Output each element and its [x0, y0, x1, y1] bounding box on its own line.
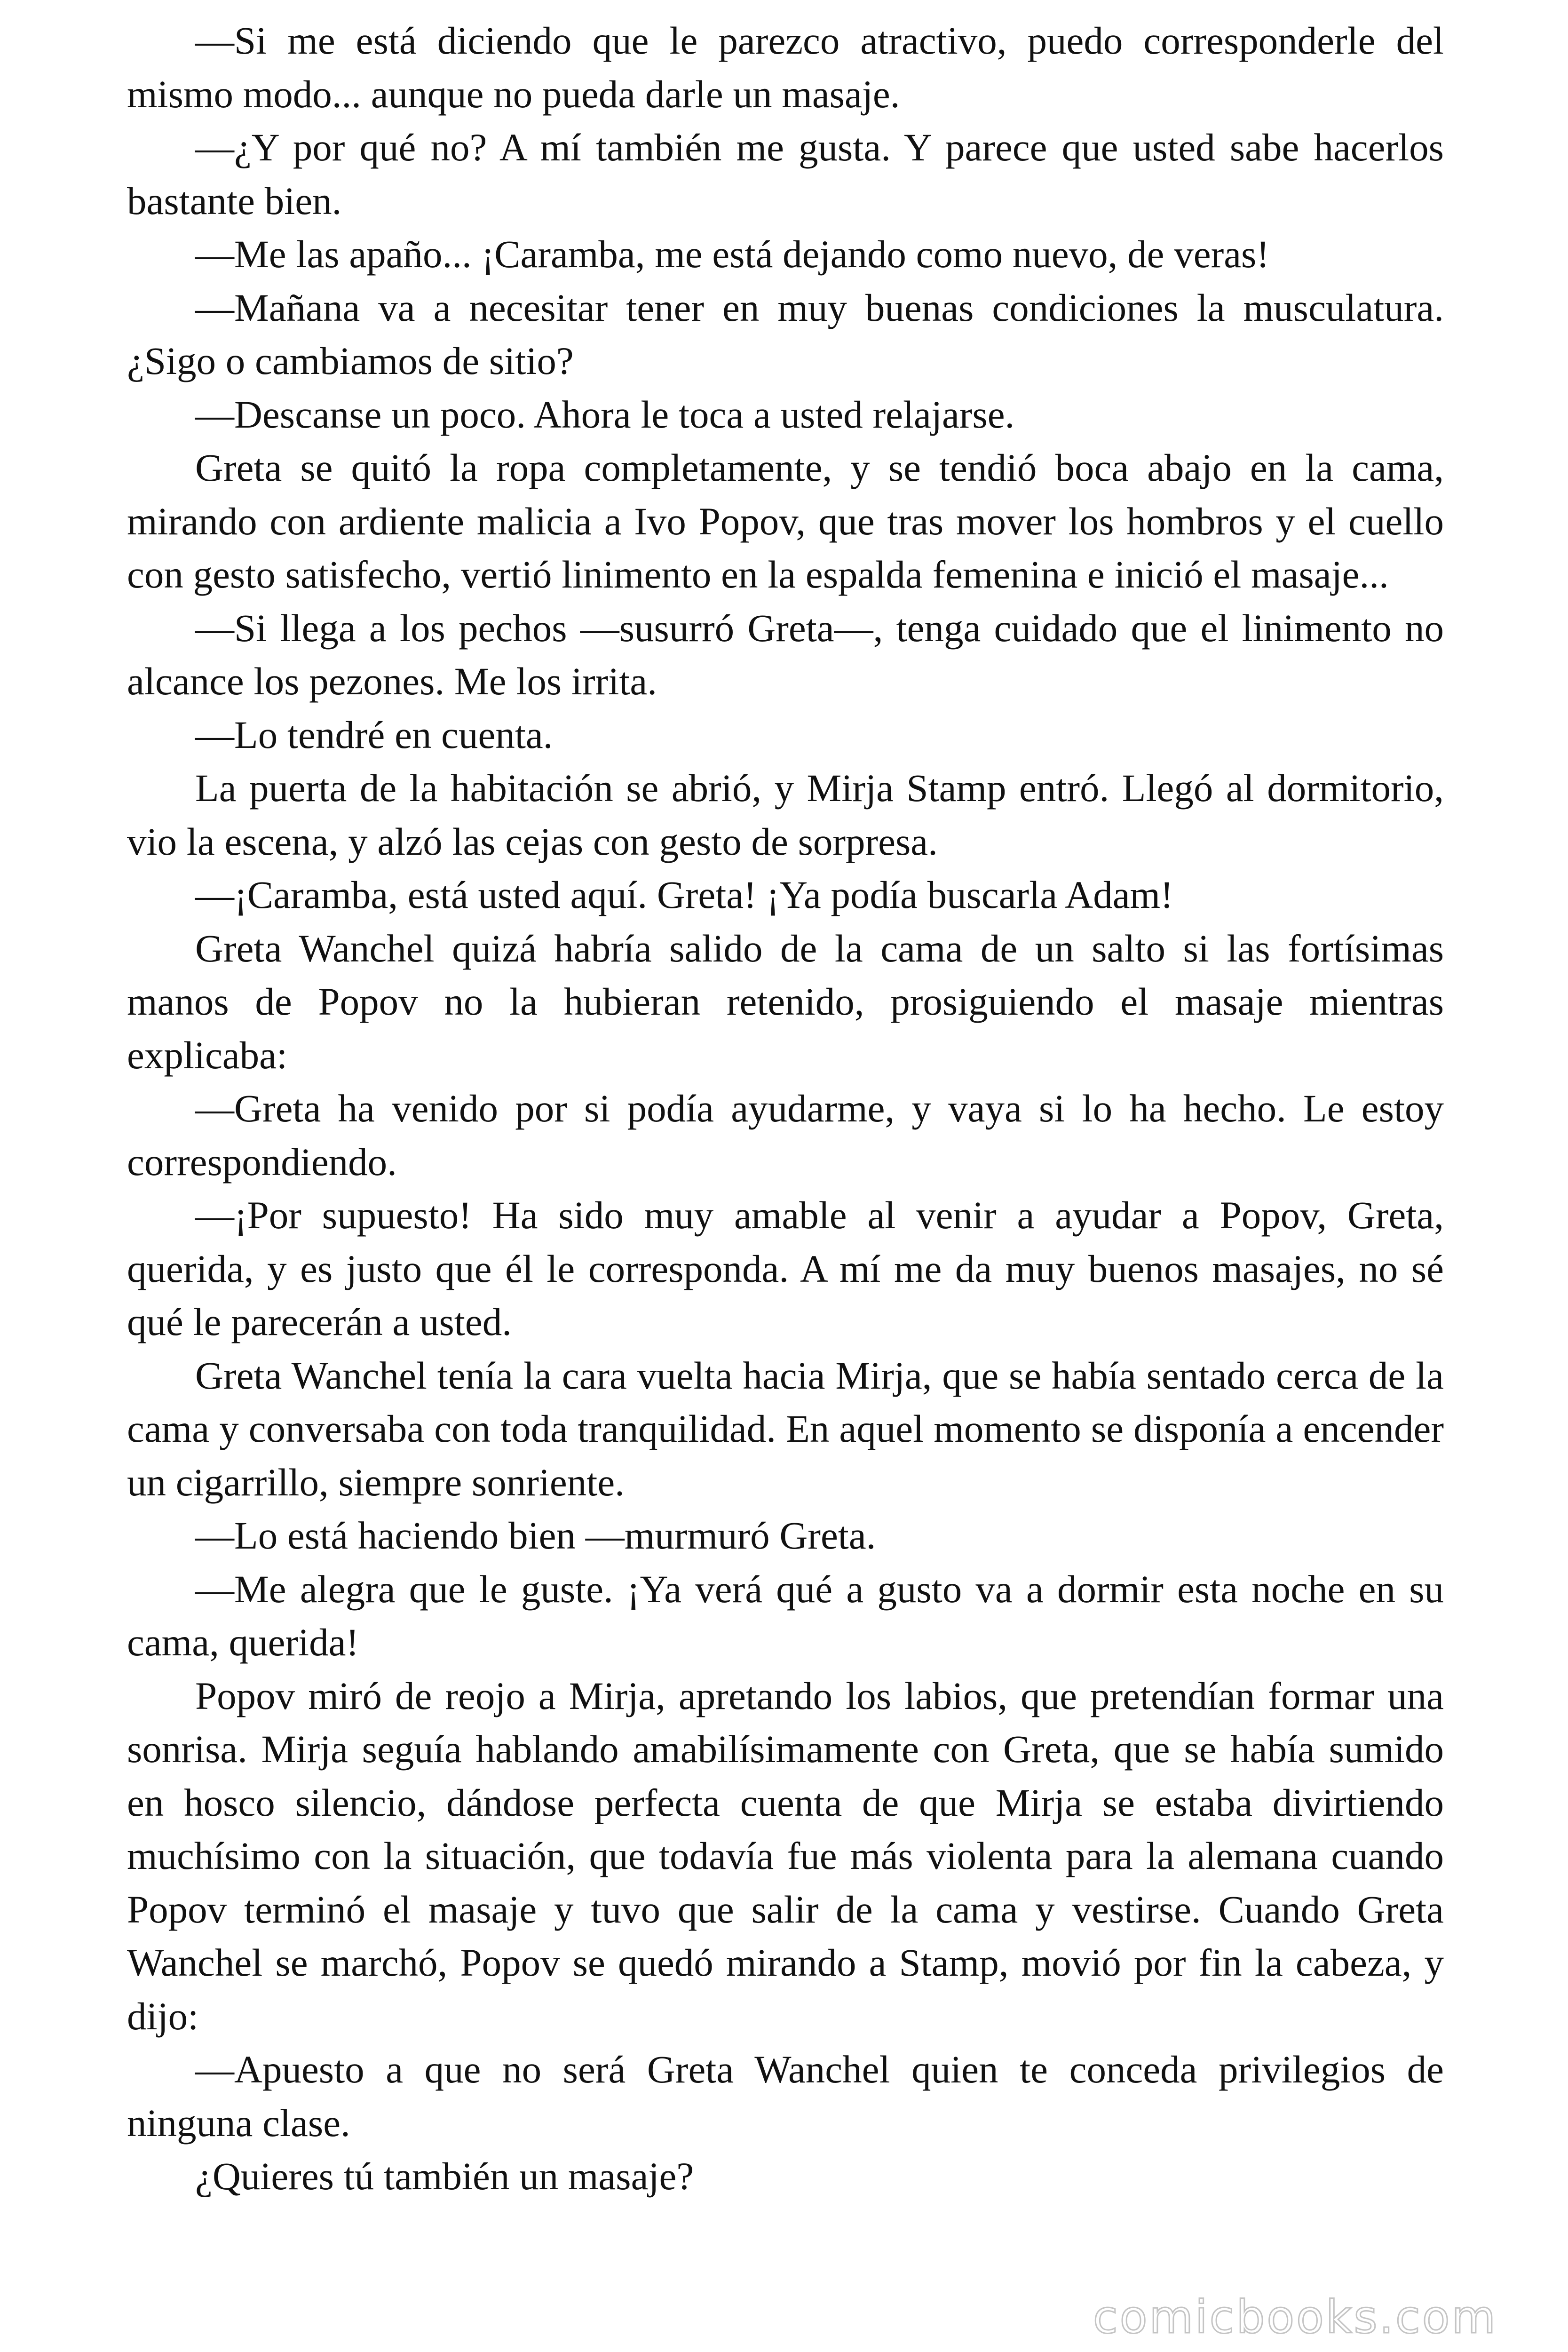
paragraph: Greta se quitó la ropa completamente, y se tendió boca abajo en la cama, mirando con ardiente malicia a Ivo Popov, que tras mover los hombros y el cuello con gesto satisfecho, vertió linimento en la espalda femenina e inició el masaje... [127, 446, 1444, 596]
paragraph: —Lo tendré en cuenta. [195, 713, 553, 756]
paragraph: Greta Wanchel quizá habría salido de la cama de un salto si las fortísimas manos de Popov no la hubieran retenido, prosiguiendo el masaje mientras explicaba: [127, 926, 1444, 1077]
paragraph: La puerta de la habitación se abrió, y Mirja Stamp entró. Llegó al dormitorio, vio la escena, y alzó las cejas con gesto de sorpresa. [127, 766, 1444, 863]
paragraph: —Si me está diciendo que le parezco atractivo, puedo corresponderle del mismo modo... aunque no pueda darle un masaje. [127, 19, 1444, 116]
book-page-text [127, 14, 1444, 2203]
watermark: comicbooks.com [1093, 2291, 1497, 2344]
paragraph: —Greta ha venido por si podía ayudarme, y vaya si lo ha hecho. Le estoy correspondiendo. [127, 1087, 1444, 1184]
paragraph: —Si llega a los pechos —susurró Greta—, tenga cuidado que el linimento no alcance los pezones. Me los irrita. [127, 606, 1444, 703]
paragraph: —Descanse un poco. Ahora le toca a usted relajarse. [195, 392, 1015, 436]
paragraph: —¿Y por qué no? A mí también me gusta. Y parece que usted sabe hacerlos bastante bien. [127, 126, 1444, 222]
paragraph: —Apuesto a que no será Greta Wanchel quien te conceda privilegios de ninguna clase. [127, 2048, 1444, 2145]
paragraph: Greta Wanchel tenía la cara vuelta hacia Mirja, que se había sentado cerca de la cama y conversaba con toda tranquilidad. En aquel momento se disponía a encender un cigarrillo, siempre sonriente. [127, 1353, 1444, 1504]
paragraph: —Mañana va a necesitar tener en muy buenas condiciones la musculatura. ¿Sigo o cambiamos de sitio? [127, 286, 1444, 382]
paragraph: Popov miró de reojo a Mirja, apretando los labios, que pretendían formar una sonrisa. Mirja seguía hablando amabilísimamente con Greta, que se había sumido en hosco silencio, dándose perfecta cuenta de que Mirja se estaba divirtiendo muchísimo con la situación, que todavía fue más violenta para la alemana cuando Popov terminó el masaje y tuvo que salir de la cama y vestirse. Cuando Greta Wanchel se marchó, Popov se quedó mirando a Stamp, movió por fin la cabeza, y dijo: [127, 1674, 1444, 2038]
paragraph: —Lo está haciendo bien —murmuró Greta. [195, 1514, 876, 1557]
paragraph: —Me alegra que le guste. ¡Ya verá qué a gusto va a dormir esta noche en su cama, querida! [127, 1567, 1444, 1664]
paragraph: —Me las apaño... ¡Caramba, me está dejando como nuevo, de veras! [195, 232, 1269, 276]
paragraph: —¡Por supuesto! Ha sido muy amable al venir a ayudar a Popov, Greta, querida, y es justo que él le corresponda. A mí me da muy buenos masajes, no sé qué le parecerán a usted. [127, 1193, 1444, 1343]
paragraph: ¿Quieres tú también un masaje? [195, 2154, 694, 2198]
paragraph: —¡Caramba, está usted aquí. Greta! ¡Ya podía buscarla Adam! [195, 873, 1173, 916]
